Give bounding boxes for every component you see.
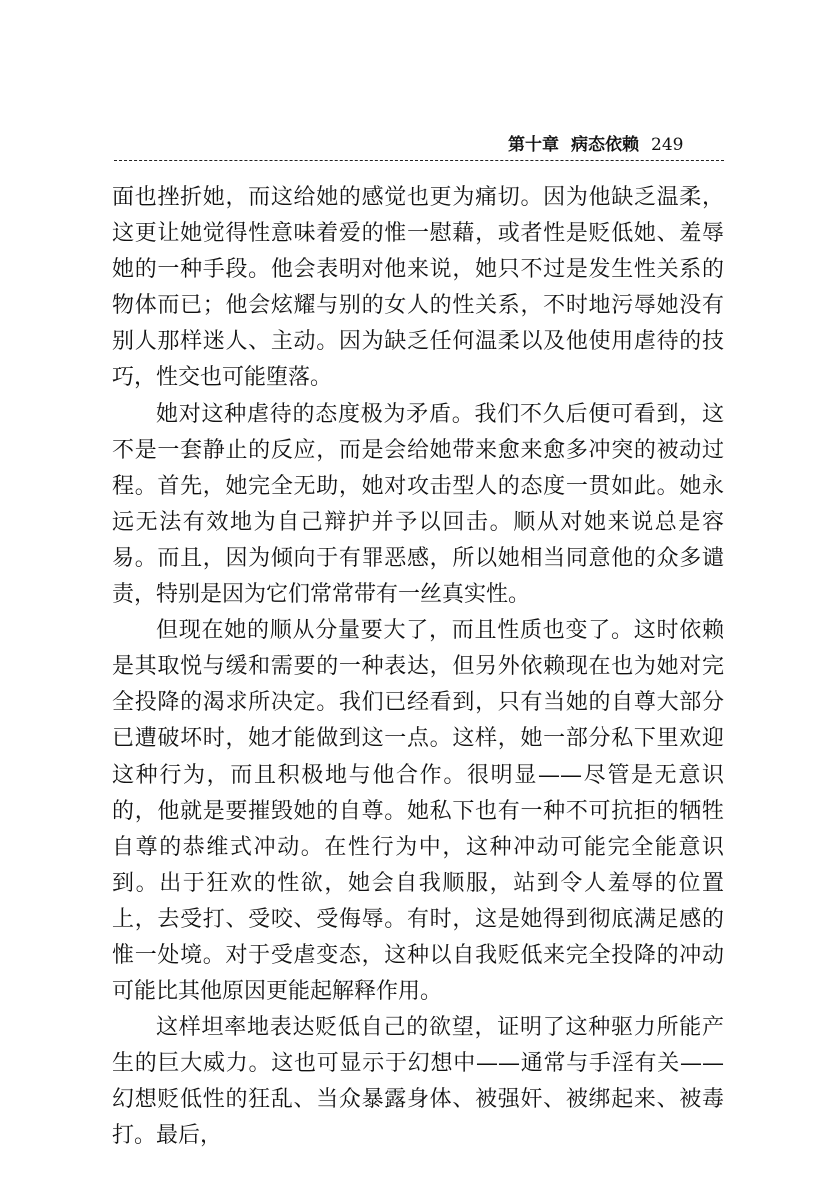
paragraph-4: 这样坦率地表达贬低自己的欲望，证明了这种驱力所能产生的巨大威力。这也可显示于幻想中——通常与手淫有关——幻想贬低性的狂乱、当众暴露身体、被强奸、被绑起来、被毒打。最后，	[112, 1015, 724, 1149]
chapter-title: 病态依赖	[571, 135, 639, 155]
body-text	[112, 180, 724, 1155]
running-header	[508, 133, 728, 157]
chapter-label: 第十章	[508, 135, 559, 155]
page-number: 249	[651, 135, 684, 155]
paragraph-3: 但现在她的顺从分量要大了，而且性质也变了。这时依赖是其取悦与缓和需要的一种表达，但另外依赖现在也为她对完全投降的渴求所决定。我们已经看到，只有当她的自尊大部分已遭破坏时，她才能做到这一点。这样，她一部分私下里欢迎这种行为，而且积极地与他合作。很明显——尽管是无意识的，他就是要摧毁她的自尊。她私下也有一种不可抗拒的牺牲自尊的恭维式冲动。在性行为中，这种冲动可能完全能意识到。出于狂欢的性欲，她会自我顺服，站到令人羞辱的位置上，去受打、受咬、受侮辱。有时，这是她得到彻底满足感的惟一处境。对于受虐变态，这种以自我贬低来完全投降的冲动可能比其他原因更能起解释作用。	[112, 618, 724, 1005]
paragraph-1: 面也挫折她，而这给她的感觉也更为痛切。因为他缺乏温柔，这更让她觉得性意味着爱的惟一慰藉，或者性是贬低她、羞辱她的一种手段。他会表明对他来说，她只不过是发生性关系的物体而已；他会炫耀与别的女人的性关系，不时地污辱她没有别人那样迷人、主动。因为缺乏任何温柔以及他使用虐待的技巧，性交也可能堕落。	[112, 185, 724, 391]
paragraph-2: 她对这种虐待的态度极为矛盾。我们不久后便可看到，这不是一套静止的反应，而是会给她带来愈来愈多冲突的被动过程。首先，她完全无助，她对攻击型人的态度一贯如此。她永远无法有效地为自己辩护并予以回击。顺从对她来说总是容易。而且，因为倾向于有罪恶感，所以她相当同意他的众多谴责，特别是因为它们常常带有一丝真实性。	[112, 401, 724, 608]
header-rule	[114, 160, 724, 161]
